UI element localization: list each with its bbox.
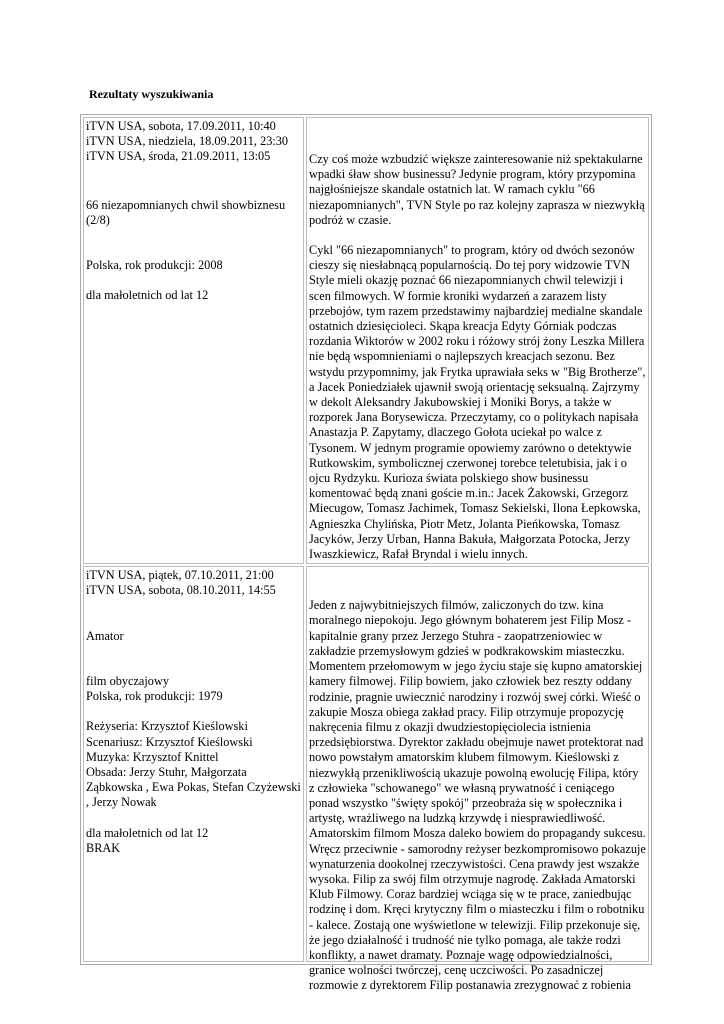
schedule-cell — [83, 117, 304, 564]
program-title: Amator — [86, 628, 124, 643]
description-cell — [306, 117, 649, 564]
production-info: Polska, rok produkcji: 2008 — [86, 258, 223, 273]
broadcast-time: iTVN USA, niedziela, 18.09.2011, 23:30 — [86, 134, 289, 149]
cast-credit: Obsada: Jerzy Stuhr, Małgorzata Ząbkowska , Ewa Pokas, Stefan Czyżewski , Jerzy Nowak — [86, 764, 301, 810]
description-cell — [306, 566, 649, 993]
broadcast-time: iTVN USA, sobota, 08.10.2011, 14:55 — [86, 583, 276, 598]
age-rating: dla małoletnich od lat 12 — [86, 825, 209, 840]
table-row — [83, 566, 649, 962]
broadcast-time: iTVN USA, piątek, 07.10.2011, 21:00 — [86, 568, 274, 583]
age-rating: dla małoletnich od lat 12 — [86, 288, 209, 303]
director-credit: Reżyseria: Krzysztof Kieślowski — [86, 719, 248, 734]
program-title: 66 niezapomnianych chwil showbiznesu (2/8) — [86, 197, 286, 227]
genre: film obyczajowy — [86, 673, 169, 688]
note: BRAK — [86, 840, 121, 855]
page-title: Rezultaty wyszukiwania — [89, 87, 214, 101]
results-table — [80, 114, 652, 993]
broadcast-time: iTVN USA, sobota, 17.09.2011, 10:40 — [86, 119, 276, 133]
screenplay-credit: Scenariusz: Krzysztof Kieślowski — [86, 734, 253, 749]
description-paragraph: Czy coś może wzbudzić większe zainteresowanie niż spektakularne wpadki śław show businessu? Jedynie program, który przypomina najgłośniejsze skandale ostatnich lat. W ramach cyklu "66 niezapomnianych", TVN Style po raz kolejny zaprasza w niezwykłą podróż w czasie. — [309, 152, 645, 227]
schedule-cell — [83, 566, 304, 962]
description-paragraph: Jeden z najwybitniejszych filmów, zaliczonych do tzw. kina moralnego niepokoju. Jego głównym bohaterem jest Filip Mosz - kapitalnie grany przez Jerzego Stuhra - zaopatrzeniowiec w zakładzie przemysłowym gdzieś w podkrakowskim miasteczku. Momentem przełomowym w jego życiu staje się kupno amatorskiej kamery filmowej. Filip bowiem, jako człowiek bez reszty oddany rodzinie, pragnie uwiecznić narodziny i rozwój swej córki. Wieść o zakupie Mosza obiega zakład pracy. Filip otrzymuje propozycję nakręcenia filmu z okazji dwudziestopięciolecia istnienia przedsiębiorstwa. Dyrektor zakładu obejmuje nawet protektorat nad nowo powstałym amatorskim klubem filmowym. Kieślowski z niezwykłą przenikliwością ukazuje powolną ewolucję Filipa, który z człowieka "schowanego" we własną prywatność i ceniącego ponad wszystko "święty spokój" przeobraża się w społecznika i artystę, wrażliwego na ludzką krzywdę i niesprawiedliwość. Amatorskim filmom Mosza daleko bowiem do propagandy sukcesu. Wręcz przeciwnie - samorodny reżyser bezkompromisowo pokazuje wynaturzenia dookolnej rzeczywistości. Cena prawdy jest wszakże wysoka. Filip za swój film otrzymuje nagrodę. Zakłada Amatorski Klub Filmowy. Coraz bardziej wciąga się w te prace, zaniedbując rodzinę i dom. Kręci krytyczny film o miasteczku i film o robotniku - kalece. Zostają one wyświetlone w telewizji. Filip przekonuje się, że jego działalność i trudność nie tylko pomaga, ale także rodzi konflikty, a nawet dramaty. Poznaje wagę odpowiedzialności, granice wolności twórczej, cenę uczciwości. Po zasadniczej rozmowie z dyrektorem Filip postanawia zrezygnować z robienia — [309, 598, 646, 993]
broadcast-time: iTVN USA, środa, 21.09.2011, 13:05 — [86, 149, 271, 164]
music-credit: Muzyka: Krzysztof Knittel — [86, 749, 219, 764]
description-paragraph: Cykl "66 niezapomnianych" to program, który od dwóch sezonów cieszy się niesłabnącą popularnością. Do tej pory widzowie TVN Style mieli okazję poznać 66 niezapomnianych chwil telewizji i scen filmowych. W formie kroniki wydarzeń a zarazem listy przebojów, tym razem przedstawimy najbardziej medialne skandale ostatnich dziesięcioleci. Skąpa kreacja Edyty Górniak podczas rozdania Wiktorów w 2002 roku i różowy strój żony Leszka Millera nie będą wspomnieniami o najlepszych kreacjach sezonu. Bez wstydu przypomnimy, jak Frytka uprawiała seks w "Big Brotherze", a Jacek Poniedziałek ujawnił swoją orientację seksualną. Zajrzymy w dekolt Aleksandry Jakubowskiej i Moniki Borys, a także w rozporek Jana Borysewicza. Przeczytamy, co o politykach napisała Anastazja P. Zapytamy, dlaczego Gołota uciekał po walce z Tysonem. W jednym programie opowiemy zarówno o detektywie Rutkowskim, symbolicznej czerwonej torebce teletubisia, jak i o ojcu Rydzyku. Kurioza świata polskiego show businessu komentować będą znani goście m.in.: Jacek Żakowski, Grzegorz Miecugow, Tomasz Jachimek, Tomasz Sekielski, Ilona Łepkowska, Agnieszka Chylińska, Piotr Metz, Jolanta Pieńkowska, Tomasz Jacyków, Jerzy Urban, Hanna Bakuła, Małgorzata Potocka, Jerzy Iwaszkiewicz, Rafał Bryndal i wielu innych. — [309, 243, 646, 562]
table-row — [83, 117, 649, 564]
production-info: Polska, rok produkcji: 1979 — [86, 689, 223, 704]
